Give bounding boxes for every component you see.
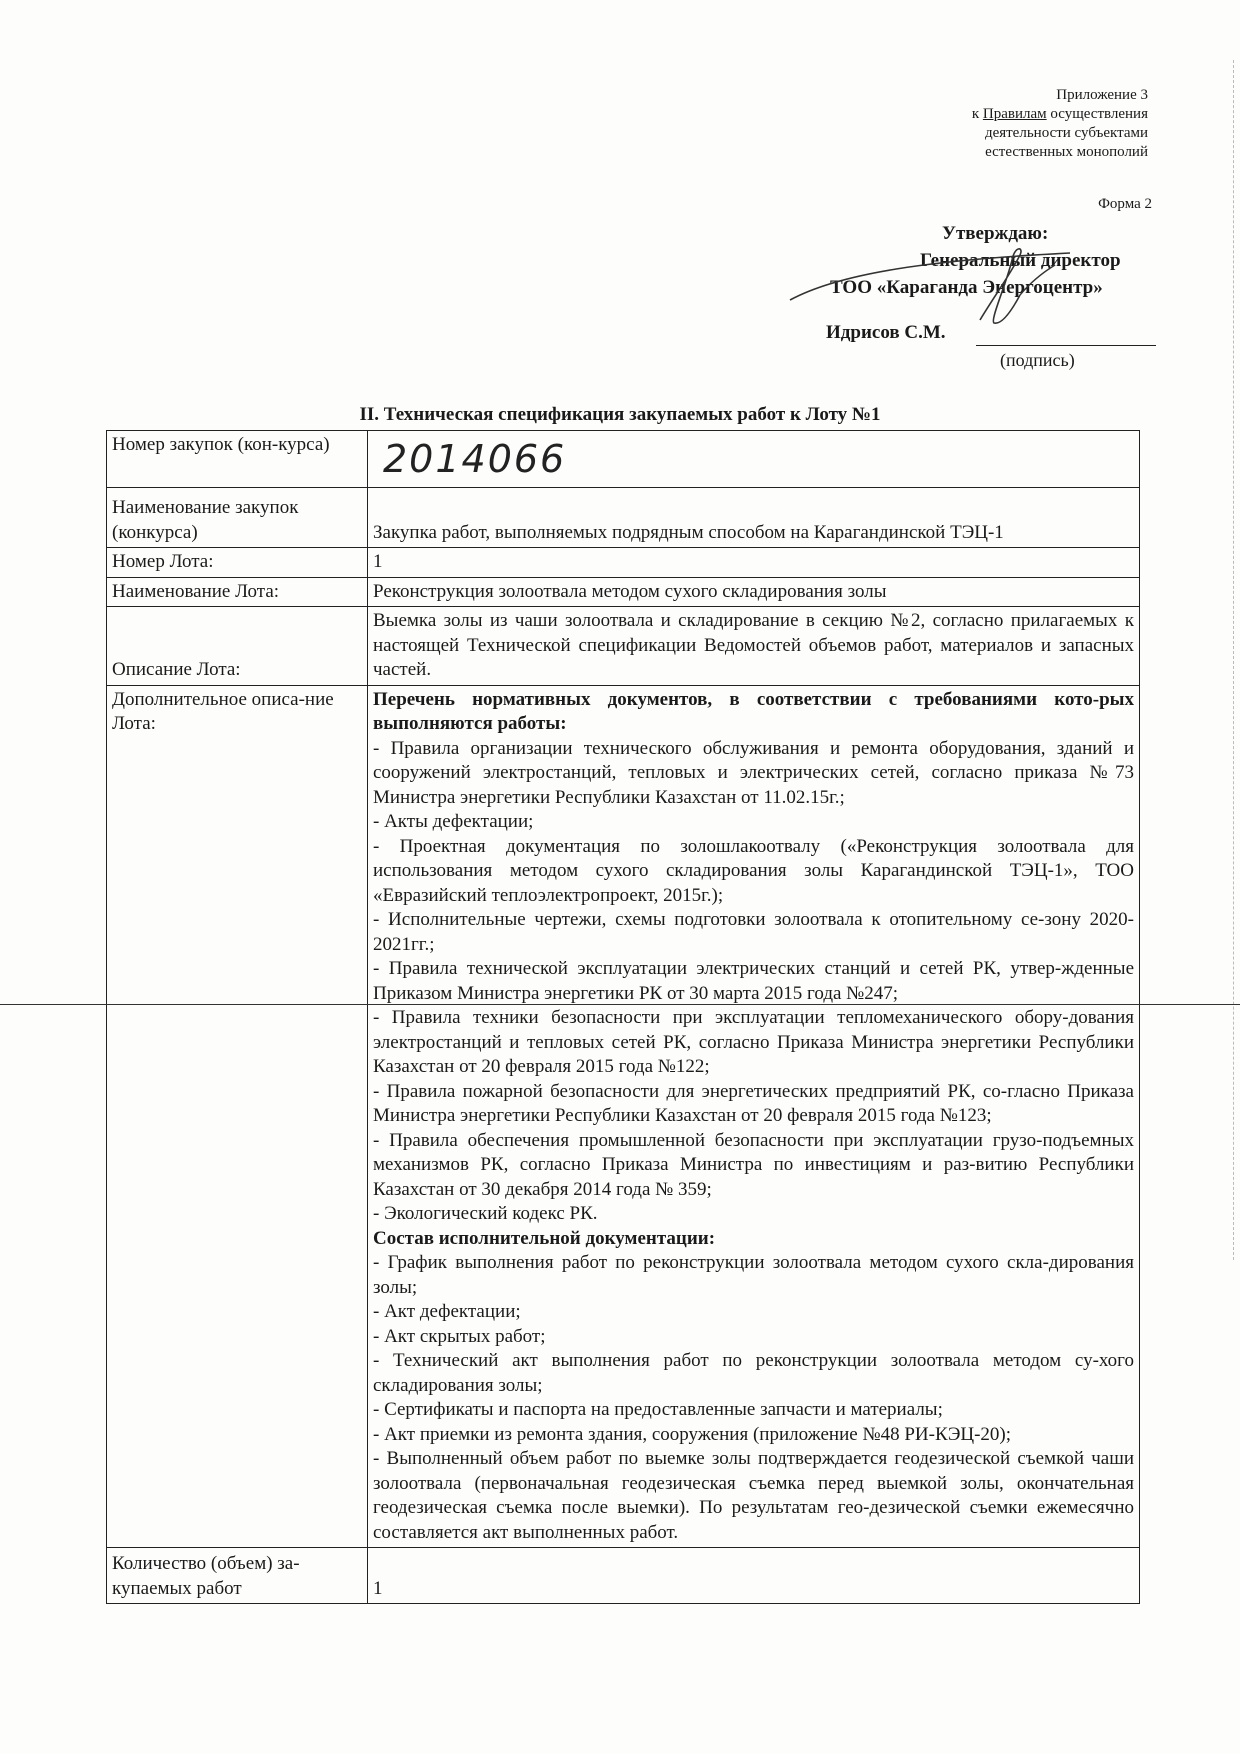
normative-doc-item: - Экологический кодекс РК. [373,1203,598,1224]
row-lot-name [107,577,1140,607]
row-additional-description [107,685,1140,1548]
lot-number-value: 1 [368,548,1140,578]
proc-number-handwritten: 2014066 [383,437,567,481]
section-title: II. Техническая спецификация закупаемых работ к Лоту №1 [359,404,881,425]
row-proc-name [107,488,1140,548]
executive-doc-item: - Акт приемки из ремонта здания, сооружения (приложение №48 РИ-КЭЦ-20); [373,1423,1012,1445]
normative-doc-item: - Правила технической эксплуатации электрических станций и сетей РК, утвер-жденные Приказом Министра энергетики РК от 30 марта 2015 года №247; [373,958,1134,1004]
row-lot-description [107,607,1140,686]
specification-table [106,430,1140,1604]
lot-name-value: Реконструкция золоотвала методом сухого складирования золы [368,577,1140,607]
normative-doc-item: - Правила организации технического обслуживания и ремонта оборудования, зданий и сооружений электростанций, тепловых и электрических сетей, согласно приказа №73 Министра энергетики Республики Казахстан от 11.02.15г.; [373,737,1134,808]
proc-name-value: Закупка работ, выполняемых подрядным способом на Карагандинской ТЭЦ-1 [368,488,1140,548]
proc-name-label: Наименование закупок (конкурса) [107,488,368,548]
executive-doc-item: - Акт дефектации; [373,1301,521,1322]
additional-description-label: Дополнительное описа-ние Лота: [107,685,368,1548]
normative-docs-heading: Перечень нормативных документов, в соответствии с требованиями кото-рых выполняются работы: [373,688,1134,734]
appendix-line-3: деятельности субъектами [984,125,1148,141]
row-quantity [107,1548,1140,1604]
lot-description-label: Описание Лота: [107,607,368,686]
scan-edge-mark [1233,60,1236,1260]
executive-doc-item: - Выполненный объем работ по выемке золы подтверждается геодезической съемкой чаши золоотвала (первоначальная геодезическая съемка перед выемкой золы, окончательная геодезическая съемка после выемки). По результатам гео-дезической съемки ежемесячно составляется акт выполненных работ. [373,1448,1134,1543]
executive-doc-item: - Технический акт выполнения работ по реконструкции золоотвала методом су-хого складирования золы; [373,1350,1134,1396]
normative-doc-item: - Правила пожарной безопасности для энергетических предприятий РК, со-гласно Приказа Министра энергетики Республики Казахстан от 20 февраля 2015 года №123; [373,1080,1134,1126]
approver-name: Идрисов С.М. [826,322,946,343]
form-label: Форма 2 [1098,196,1152,212]
quantity-value: 1 [368,1548,1140,1604]
lot-description-value: Выемка золы из чаши золоотвала и складирование в секцию №2, согласно прилагаемых к настоящей Технической спецификации Ведомостей объемов работ, материалов и запасных частей. [368,607,1140,686]
normative-doc-item: - Правила техники безопасности при эксплуатации тепломеханического обору-дования электростанций и тепловых сетей РК, согласно Приказа Министра энергетики Республики Казахстан от 20 февраля 2015 года №122; [373,1007,1134,1077]
approver-position: Генеральный директор [920,250,1121,271]
signature-caption: (подпись) [1000,350,1075,370]
lot-number-label: Номер Лота: [107,548,368,578]
proc-number-label: Номер закупок (кон-курса) [107,431,368,488]
appendix-header [828,86,1148,162]
approver-company: ТОО «Караганда Энергоцентр» [830,277,1103,298]
lot-name-label: Наименование Лота: [107,577,368,607]
appendix-line-4: естественных монополий [985,144,1148,160]
additional-description-value [368,685,1140,1548]
row-proc-number [107,431,1140,488]
approve-heading: Утверждаю: [942,223,1049,244]
signature-line [976,345,1156,346]
executive-doc-item: - Акт скрытых работ; [373,1325,546,1347]
appendix-line-1: Приложение 3 [1056,87,1148,103]
executive-doc-item: - График выполнения работ по реконструкции золоотвала методом сухого скла-дирования золы; [373,1252,1134,1298]
scan-artifact-line [0,1004,1240,1005]
executive-doc-item: - Сертификаты и паспорта на предоставленные запчасти и материалы; [373,1399,943,1420]
quantity-label: Количество (объем) за-купаемых работ [107,1548,368,1604]
proc-number-value [368,431,1140,488]
appendix-line-2: к Правилам осуществления [971,106,1148,122]
normative-doc-item: - Проектная документация по золошлакоотвалу («Реконструкция золоотвала для использования методом сухого складирования золы Карагандинской ТЭЦ-1», ТОО «Евразийский теплоэлектропроект, 2015г.); [373,835,1134,906]
normative-doc-item: - Правила обеспечения промышленной безопасности при эксплуатации грузо-подъемных механизмов РК, согласно Приказа Министра по инвестициям и раз-витию Республики Казахстан от 30 декабря 2014 года № 359; [373,1129,1134,1200]
row-lot-number [107,548,1140,578]
normative-doc-item: - Акты дефектации; [373,811,534,832]
executive-docs-heading: Состав исполнительной документации: [373,1227,716,1249]
rules-link[interactable]: Правилам [982,106,1047,122]
normative-doc-item: - Исполнительные чертежи, схемы подготовки золоотвала к отопительному се-зону 2020-2021гг.; [373,909,1134,955]
